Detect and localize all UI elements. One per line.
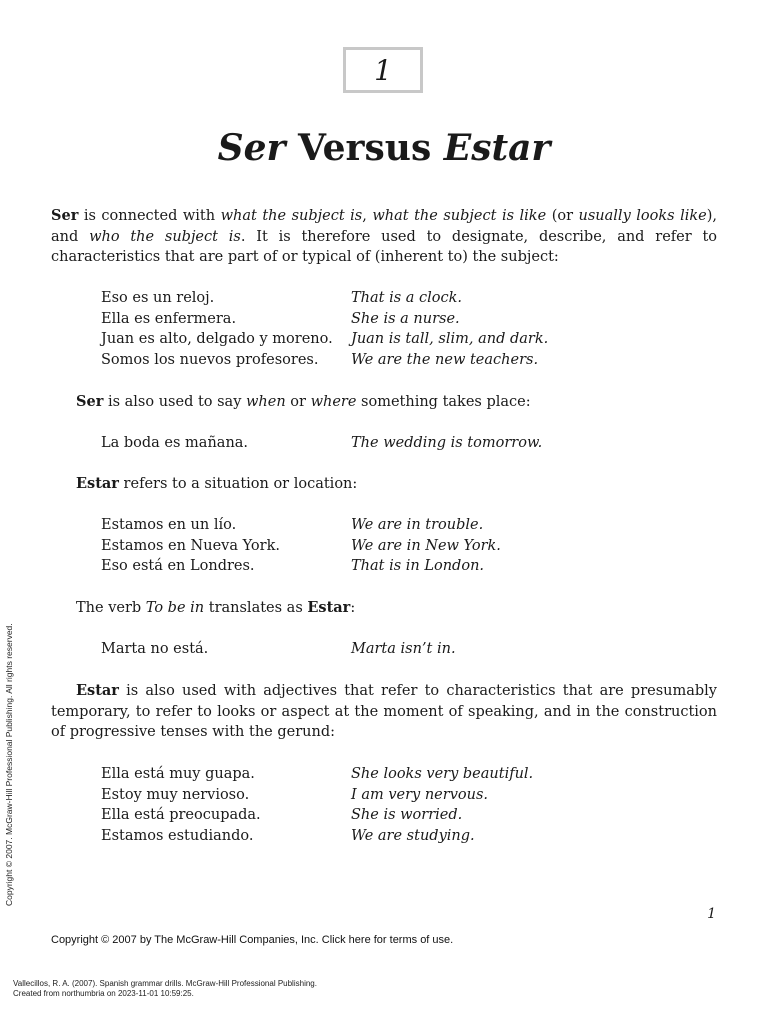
- example-row: Marta no está. Marta isn’t in.: [101, 641, 456, 657]
- examples-estar-location: [101, 515, 561, 577]
- example-row: Somos los nuevos profesores. We are the new teachers.: [101, 351, 539, 368]
- chapter-number-box: [343, 47, 423, 93]
- examples-ser-description: [101, 288, 561, 370]
- examples-to-be-in: [101, 639, 561, 660]
- citation-line: Created from northumbria on 2023-11-01 10:59:25.: [13, 989, 194, 998]
- title-versus: Versus: [285, 127, 444, 169]
- example-row: Ella es enfermera. She is a nurse.: [101, 310, 460, 327]
- example-row: Estoy muy nervioso. I am very nervous.: [101, 786, 489, 803]
- intro-paragraph: Ser is connected with what the subject is, what the subject is like (or usually looks like), and who the subject is. It is therefore used to designate, describe, and refer to characteristics that are part of or typical of (inherent to) the subject:: [51, 207, 718, 266]
- copyright-terms-link[interactable]: Copyright © 2007 by The McGraw-Hill Companies, Inc. Click here for terms of use.: [51, 934, 454, 946]
- example-row: La boda es mañana. The wedding is tomorrow.: [101, 435, 543, 451]
- estar-location-paragraph: Estar refers to a situation or location:: [76, 475, 358, 492]
- example-row: Estamos en Nueva York. We are in New York.: [101, 537, 501, 554]
- citation-footer: [13, 979, 317, 999]
- example-row: Juan es alto, delgado y moreno. Juan is tall, slim, and dark.: [101, 331, 549, 348]
- example-row: Estamos estudiando. We are studying.: [101, 827, 475, 844]
- examples-estar-adjectives: [101, 764, 561, 846]
- examples-ser-time: [101, 433, 561, 454]
- title-estar: Estar: [443, 127, 551, 169]
- ser-when-where-paragraph: Ser is also used to say when or where something takes place:: [76, 393, 531, 410]
- example-row: Eso está en Londres. That is in London.: [101, 558, 485, 575]
- example-row: Estamos en un lío. We are in trouble.: [101, 517, 484, 533]
- citation-line: Vallecillos, R. A. (2007). Spanish grammar drills. McGraw-Hill Professional Publishing.: [13, 979, 317, 988]
- example-row: Ella está muy guapa. She looks very beautiful.: [101, 766, 534, 782]
- page-title: [0, 126, 768, 170]
- title-ser: Ser: [217, 127, 286, 169]
- estar-adjectives-paragraph: Estar is also used with adjectives that refer to characteristics that are presumably temporary, to refer to looks or aspect at the moment of speaking, and in the construction of progressive tenses with the gerund:: [51, 682, 717, 741]
- to-be-in-paragraph: The verb To be in translates as Estar:: [76, 599, 356, 616]
- page-number: 1: [707, 906, 716, 922]
- example-row: Ella está preocupada. She is worried.: [101, 807, 463, 824]
- example-row: Eso es un reloj. That is a clock.: [101, 290, 463, 306]
- chapter-number: 1: [374, 53, 392, 87]
- side-copyright-notice: Copyright © 2007. McGraw-Hill Professional Publishing. All rights reserved.: [4, 623, 14, 906]
